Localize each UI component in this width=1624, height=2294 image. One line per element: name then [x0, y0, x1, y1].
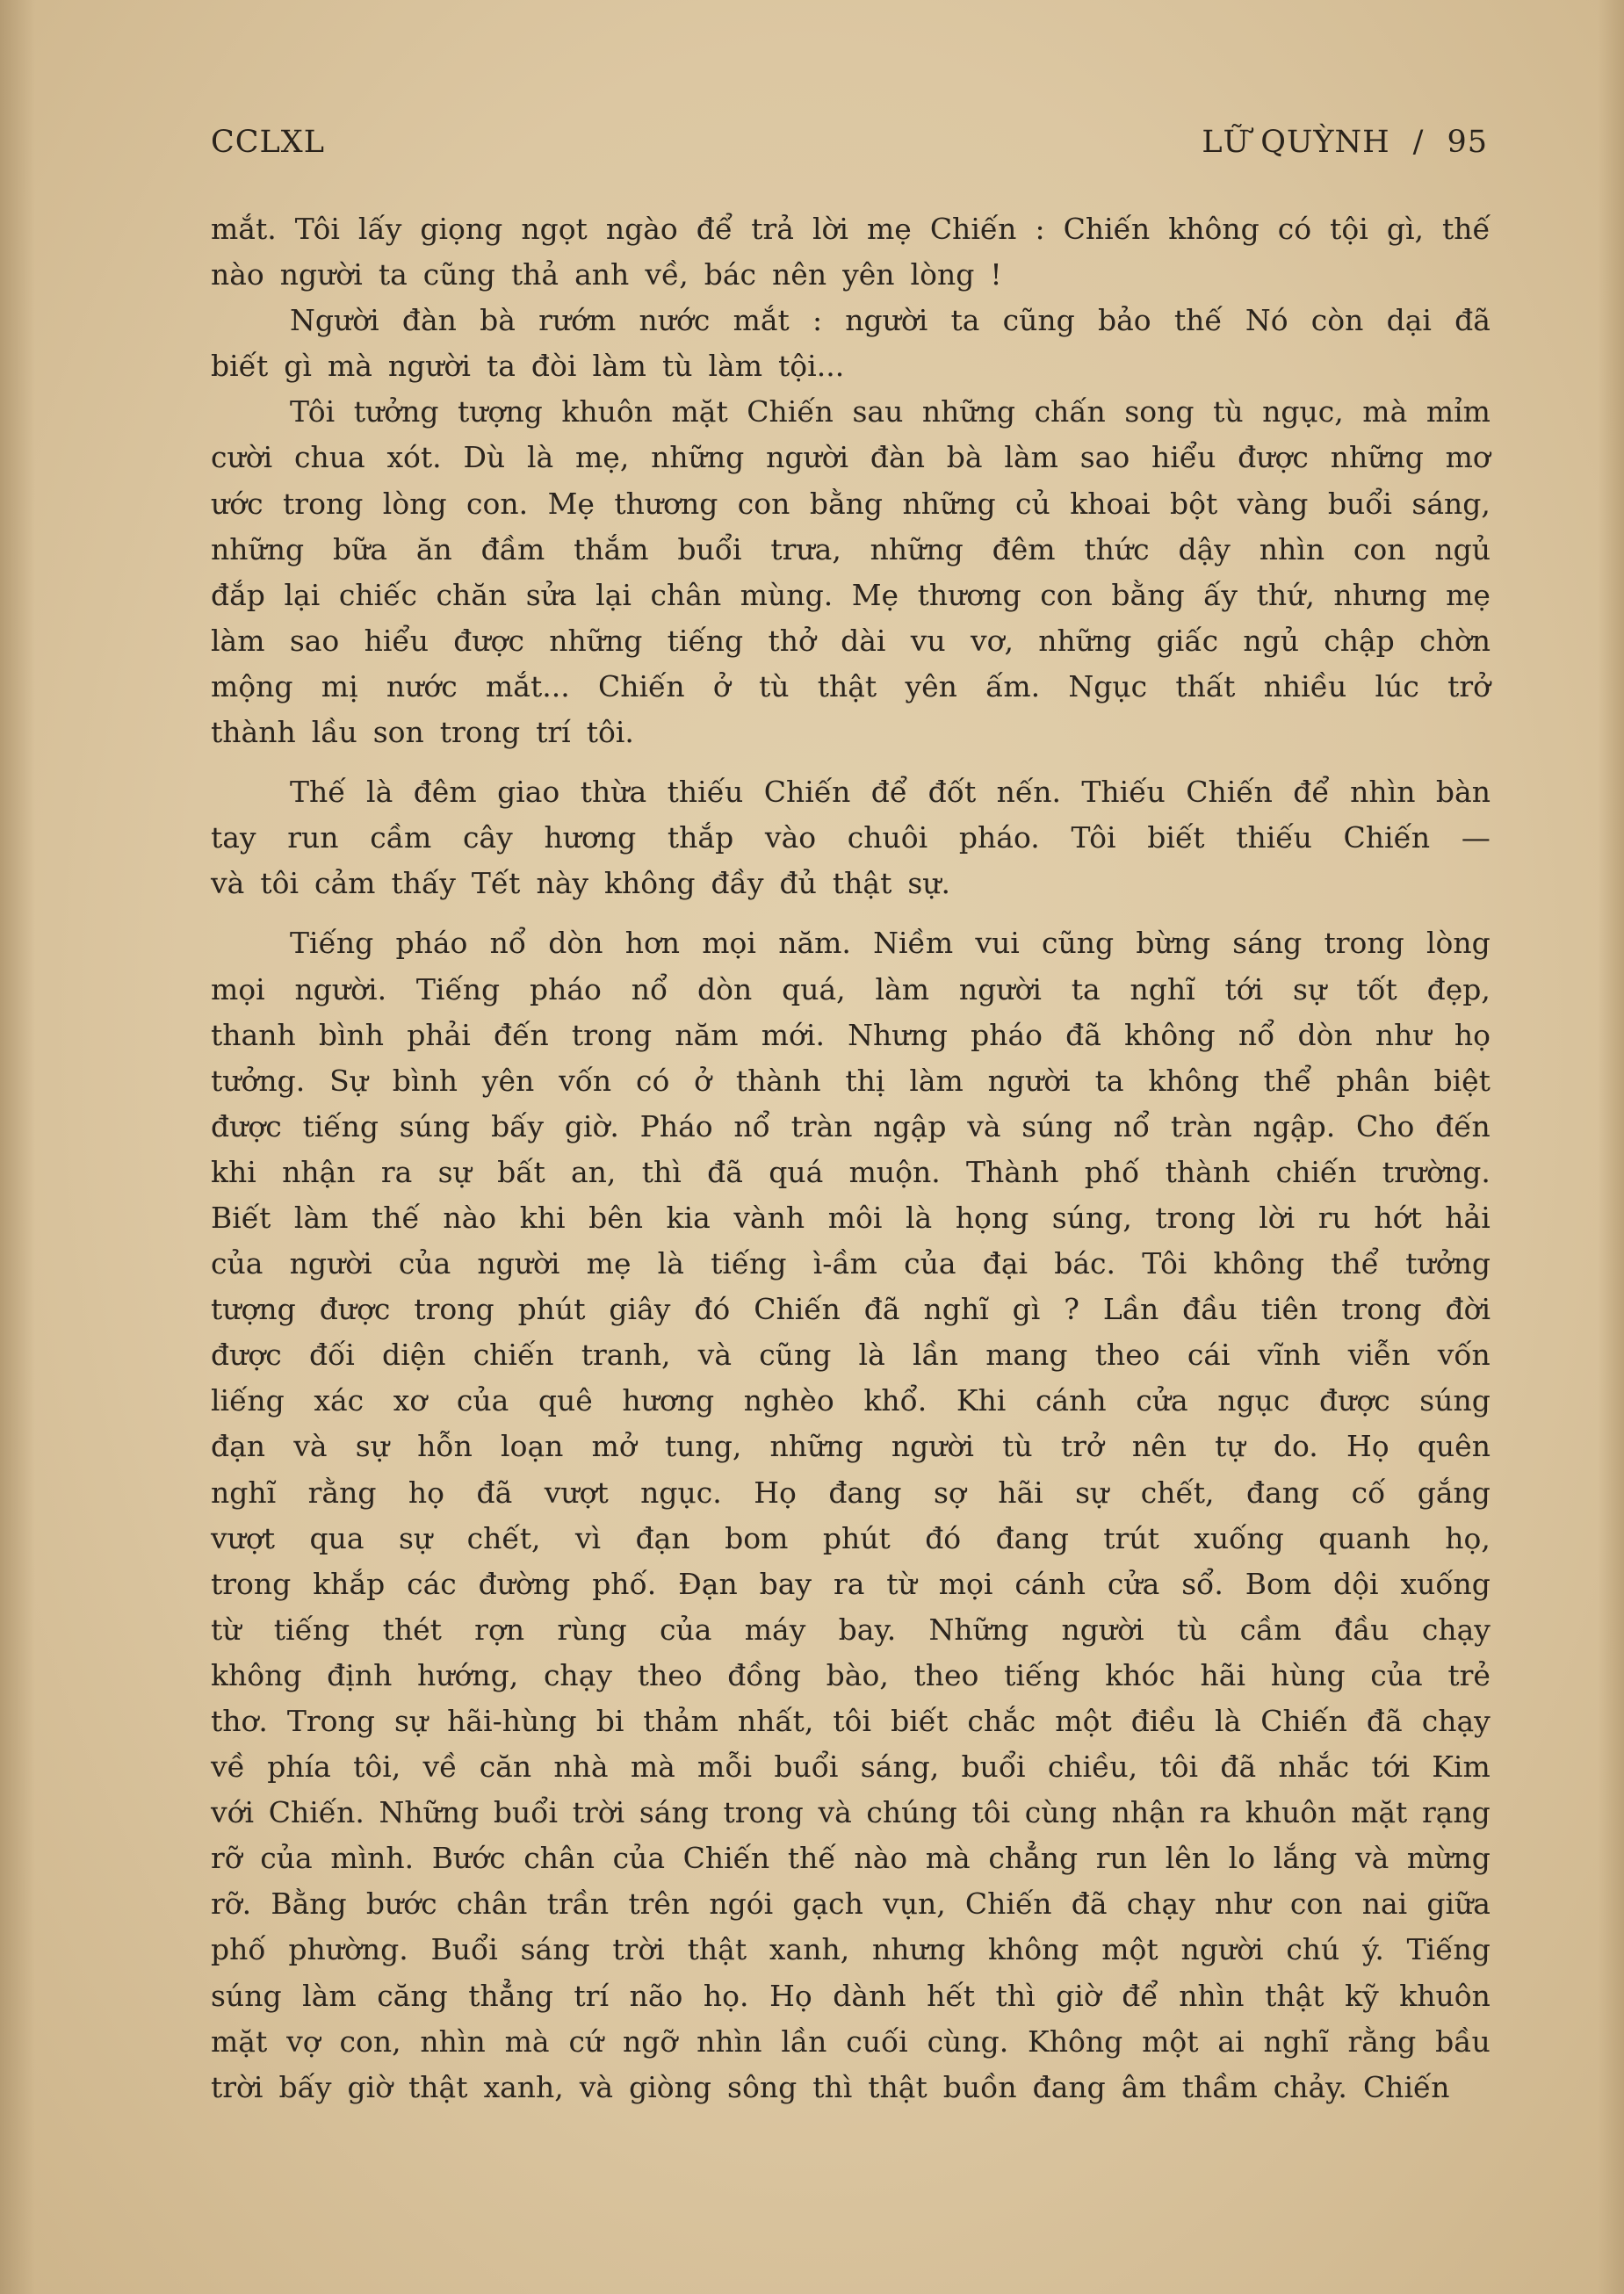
- text-line: và tôi cảm thấy Tết này không đầy đủ thật sự.: [211, 866, 951, 901]
- text-line: nghĩ rằng họ đã vượt ngục. Họ đang sợ hãi sự chết, đang cố gắng: [211, 1475, 1490, 1510]
- text-line: trong khắp các đường phố. Đạn bay ra từ mọi cánh cửa sổ. Bom dội xuống: [211, 1566, 1490, 1601]
- text-line: biết gì mà người ta đòi làm tù làm tội...: [211, 349, 845, 384]
- text-line: súng làm căng thẳng trí não họ. Họ dành hết thì giờ để nhìn thật kỹ khuôn: [211, 1978, 1490, 2013]
- text-line: Biết làm thế nào khi bên kia vành môi là họng súng, trong lời ru hớt hải: [211, 1200, 1490, 1235]
- text-line: thành lầu son trong trí tôi.: [211, 715, 634, 750]
- text-line: mộng mị nước mắt... Chiến ở tù thật yên ấm. Ngục thất nhiều lúc trở: [211, 668, 1490, 703]
- text-line: được đối diện chiến tranh, và cũng là lần mang theo cái vĩnh viễn vốn: [211, 1338, 1490, 1373]
- text-line: vượt qua sự chết, vì đạn bom phút đó đang trút xuống quanh họ,: [211, 1520, 1490, 1555]
- text-line: ước trong lòng con. Mẹ thương con bằng những củ khoai bột vàng buổi sáng,: [211, 486, 1490, 521]
- text-line: khi nhận ra sự bất an, thì đã quá muộn. Thành phố thành chiến trường.: [211, 1154, 1490, 1189]
- header-author: LỮ QUỲNH: [1202, 125, 1390, 160]
- header-left-code: CCLXL: [211, 125, 325, 160]
- text-line: làm sao hiểu được những tiếng thở dài vu vơ, những giấc ngủ chập chờn: [211, 623, 1490, 658]
- text-line: của người của người mẹ là tiếng ì-ầm của đại bác. Tôi không thể tưởng: [211, 1246, 1490, 1281]
- text-line: phố phường. Buổi sáng trời thật xanh, nhưng không một người chú ý. Tiếng: [211, 1932, 1490, 1967]
- header-separator: /: [1412, 125, 1425, 160]
- running-header: [211, 116, 1488, 169]
- text-line: Người đàn bà rướm nước mắt : người ta cũng bảo thế Nó còn dại đã: [290, 303, 1490, 338]
- text-line: cười chua xót. Dù là mẹ, những người đàn bà làm sao hiểu được những mơ: [211, 440, 1490, 475]
- text-line: với Chiến. Những buổi trời sáng trong và chúng tôi cùng nhận ra khuôn mặt rạng: [211, 1795, 1490, 1830]
- paragraph: [211, 389, 1490, 755]
- text-line: những bữa ăn đầm thắm buổi trưa, những đêm thức dậy nhìn con ngủ: [211, 531, 1490, 566]
- text-line: tượng được trong phút giây đó Chiến đã nghĩ gì ? Lần đầu tiên trong đời: [211, 1292, 1490, 1327]
- text-line: Thế là đêm giao thừa thiếu Chiến để đốt nến. Thiếu Chiến để nhìn bàn: [290, 775, 1490, 810]
- text-line: rỡ của mình. Bước chân của Chiến thế nào mà chẳng run lên lo lắng và mừng: [211, 1841, 1490, 1876]
- text-line: đắp lại chiếc chăn sửa lại chân mùng. Mẹ thương con bằng ấy thứ, nhưng mẹ: [211, 577, 1490, 612]
- text-line: thanh bình phải đến trong năm mới. Nhưng pháo đã không nổ dòn như họ: [211, 1017, 1490, 1052]
- text-line: mặt vợ con, nhìn mà cứ ngỡ nhìn lần cuối cùng. Không một ai nghĩ rằng bầu: [211, 2023, 1490, 2059]
- text-line: rỡ. Bằng bước chân trần trên ngói gạch vụn, Chiến đã chạy như con nai giữa: [211, 1886, 1490, 1922]
- paragraph: [211, 298, 1490, 389]
- text-line: tay run cầm cây hương thắp vào chuôi pháo. Tôi biết thiếu Chiến —: [211, 820, 1490, 855]
- text-line: trời bấy giờ thật xanh, và giòng sông thì thật buồn đang âm thầm chảy. Chiến: [211, 2069, 1450, 2104]
- page-number: 95: [1447, 125, 1488, 160]
- text-line: về phía tôi, về căn nhà mà mỗi buổi sáng, buổi chiều, tôi đã nhắc tới Kim: [211, 1749, 1490, 1785]
- text-line: Tiếng pháo nổ dòn hơn mọi năm. Niềm vui cũng bừng sáng trong lòng: [290, 926, 1490, 961]
- text-line: mắt. Tôi lấy giọng ngọt ngào để trả lời mẹ Chiến : Chiến không có tội gì, thế: [211, 212, 1490, 246]
- text-line: thơ. Trong sự hãi-hùng bi thảm nhất, tôi biết chắc một điều là Chiến đã chạy: [211, 1704, 1490, 1738]
- text-line: liếng xác xơ của quê hương nghèo khổ. Khi cánh cửa ngục được súng: [211, 1383, 1490, 1418]
- text-line: từ tiếng thét rợn rùng của máy bay. Những người tù cầm đầu chạy: [211, 1612, 1490, 1647]
- text-line: tưởng. Sự bình yên vốn có ở thành thị làm người ta không thể phân biệt: [211, 1063, 1490, 1098]
- text-line: không định hướng, chạy theo đồng bào, theo tiếng khóc hãi hùng của trẻ: [211, 1657, 1490, 1692]
- paragraph: [211, 920, 1490, 2110]
- text-line: mọi người. Tiếng pháo nổ dòn quá, làm người ta nghĩ tới sự tốt đẹp,: [211, 971, 1490, 1006]
- page-body-text: [211, 206, 1490, 2110]
- paragraph: [211, 206, 1490, 298]
- paragraph: [211, 769, 1490, 906]
- text-line: được tiếng súng bấy giờ. Pháo nổ tràn ngập và súng nổ tràn ngập. Cho đến: [211, 1108, 1490, 1143]
- text-line: đạn và sự hỗn loạn mở tung, những người tù trở nên tự do. Họ quên: [211, 1429, 1490, 1464]
- text-line: Tôi tưởng tượng khuôn mặt Chiến sau những chấn song tù ngục, mà mỉm: [290, 394, 1490, 429]
- header-right: [1202, 125, 1488, 160]
- text-line: nào người ta cũng thả anh về, bác nên yên lòng !: [211, 257, 1002, 292]
